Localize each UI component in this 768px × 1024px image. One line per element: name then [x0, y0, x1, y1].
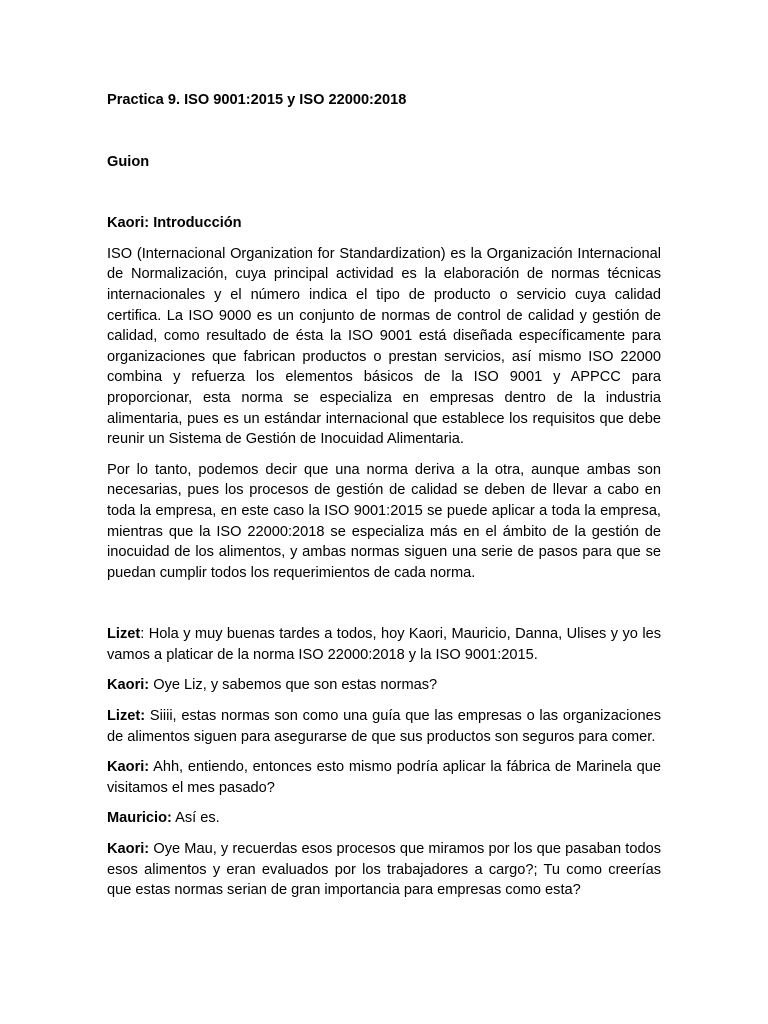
speaker-name: Lizet: [107, 626, 141, 643]
dialogue-line: [107, 808, 661, 829]
speaker-name: Kaori:: [107, 841, 150, 858]
speaker-name: Lizet:: [107, 708, 146, 725]
dialogue-line: [107, 624, 661, 665]
intro-paragraph: ISO (Internacional Organization for Standardization) es la Organización Internacional de Normalización, cuya principal actividad es la elaboración de normas técnicas internacionales y el número indica el tipo de producto o servicio cuya calidad certifica. La ISO 9000 es un conjunto de normas de control de calidad y gestión de calidad, como resultado de ésta la ISO 9001 está diseñada específicamente para organizaciones que fabrican productos o prestan servicios, así mismo ISO 22000 combina y refuerza los elementos básicos de la ISO 9001 y APPCC para proporcionar, esta norma se especializa en empresas dentro de la industria alimentaria, pues es un estándar internacional que establece los requisitos que debe reunir un Sistema de Gestión de Inocuidad Alimentaria.: [107, 245, 661, 448]
dialogue-line: [107, 839, 661, 901]
dialogue-line: [107, 706, 661, 747]
document-subtitle: Guion: [107, 153, 150, 170]
document-page: [107, 90, 661, 901]
dialogue-text: Oye Liz, y sabemos que son estas normas?: [153, 677, 438, 694]
dialogue-text: Oye Mau, y recuerdas esos procesos que miramos por los que pasaban todos esos alimentos y eran evaluados por los trabajadores a cargo?; Tu como creerías que estas normas serian de gran importancia para empresas como esta?: [107, 841, 662, 899]
dialogue: [107, 624, 661, 901]
dialogue-text: Hola y muy buenas tardes a todos, hoy Kaori, Mauricio, Danna, Ulises y yo les vamos a platicar de la norma ISO 22000:2018 y la ISO 9001:2015.: [107, 626, 661, 663]
document-title: Practica 9. ISO 9001:2015 y ISO 22000:2018: [107, 92, 407, 108]
intro-paragraph: Por lo tanto, podemos decir que una norma deriva a la otra, aunque ambas son necesarias, pues los procesos de gestión de calidad se deben de llevar a cabo en toda la empresa, en este caso la ISO 9001:2015 se puede aplicar a toda la empresa, mientras que la ISO 22000:2018 se especializa más en el ámbito de la gestión de inocuidad de los alimentos, y ambas normas siguen una serie de pasos para que se puedan cumplir todos los requerimientos de cada norma.: [107, 461, 661, 581]
speaker-name: Kaori:: [107, 677, 150, 694]
dialogue-line: [107, 757, 661, 798]
intro-heading: Kaori: Introducción: [107, 215, 242, 232]
dialogue-text: Así es.: [175, 810, 220, 827]
dialogue-text: Siiii, estas normas son como una guía que las empresas o las organizaciones de alimentos siguen para asegurarse de que sus productos son seguros para comer.: [107, 708, 661, 745]
dialogue-text: Ahh, entiendo, entonces esto mismo podría aplicar la fábrica de Marinela que visitamos el mes pasado?: [107, 759, 661, 796]
speaker-separator: :: [140, 626, 149, 643]
dialogue-line: [107, 675, 661, 696]
speaker-name: Kaori:: [107, 759, 150, 776]
speaker-name: Mauricio:: [107, 810, 172, 827]
